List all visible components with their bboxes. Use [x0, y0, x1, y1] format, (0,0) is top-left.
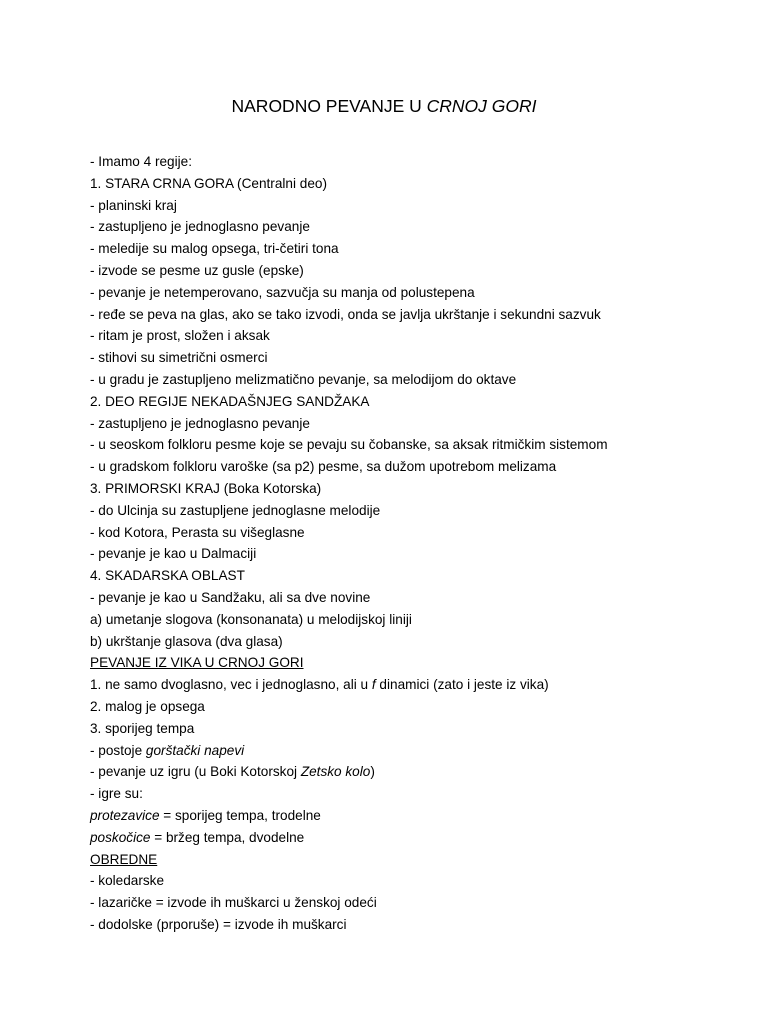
text-line: - u gradu je zastupljeno melizmatično pevanje, sa melodijom do oktave — [90, 371, 517, 387]
text-line: - stihovi su simetrični osmerci — [90, 350, 268, 366]
region-heading: 1. STARA CRNA GORA (Centralni deo) — [90, 175, 327, 191]
italic-term: protezavice — [90, 807, 160, 823]
text-line — [90, 674, 740, 696]
text-span: = sporijeg tempa, trodelne — [159, 807, 321, 823]
text-line — [90, 827, 740, 849]
text-line — [90, 805, 740, 827]
text-line: - pevanje je kao u Dalmaciji — [90, 546, 257, 562]
text-line: - pevanje je netemperovano, sazvučja su manja od polustepena — [90, 284, 475, 300]
text-line: - zastupljeno je jednoglasno pevanje — [90, 219, 310, 235]
text-line: - izvode se pesme uz gusle (epske) — [90, 262, 304, 278]
text-line — [90, 761, 740, 783]
text-span: = bržeg tempa, dvodelne — [150, 829, 305, 845]
text-line: - zastupljeno je jednoglasno pevanje — [90, 415, 310, 431]
region-heading: 4. SKADARSKA OBLAST — [90, 568, 245, 584]
text-line: - kod Kotora, Perasta su višeglasne — [90, 524, 305, 540]
text-line: - igre su: — [90, 786, 143, 802]
region-heading: 2. DEO REGIJE NEKADAŠNJEG SANDŽAKA — [90, 393, 370, 409]
text-line: - Imamo 4 regije: — [90, 154, 192, 169]
text-span: - postoje — [90, 742, 146, 758]
text-line: - planinski kraj — [90, 197, 177, 213]
region-heading: 3. PRIMORSKI KRAJ (Boka Kotorska) — [90, 480, 322, 496]
text-line: - ređe se peva na glas, ako se tako izvodi, onda se javlja ukrštanje i sekundni sazvuk — [90, 306, 601, 322]
text-line: - do Ulcinja su zastupljene jednoglasne melodije — [90, 502, 381, 518]
text-line — [90, 740, 740, 762]
text-span: - pevanje uz igru (u Boki Kotorskoj — [90, 764, 301, 780]
text-line: - dodolske (prporuše) = izvode ih muškarci — [90, 916, 347, 932]
text-line: - lazaričke = izvode ih muškarci u ženskoj odeći — [90, 895, 377, 911]
text-line: - pevanje je kao u Sandžaku, ali sa dve novine — [90, 589, 371, 605]
text-line: - u seoskom folkloru pesme koje se pevaju su čobanske, sa aksak ritmičkim sistemom — [90, 437, 608, 453]
text-line: a) umetanje slogova (konsonanata) u melodijskoj liniji — [90, 611, 412, 627]
italic-term: poskočice — [90, 829, 151, 845]
document-body — [90, 151, 740, 936]
text-line: b) ukrštanje glasova (dva glasa) — [90, 633, 283, 649]
text-line: - u gradskom folkloru varoške (sa p2) pesme, sa dužom upotrebom melizama — [90, 459, 557, 475]
text-line: - koledarske — [90, 873, 165, 889]
text-span: 1. ne samo dvoglasno, vec i jednoglasno, ali u — [90, 677, 372, 693]
text-line: - meledije su malog opsega, tri-četiri tona — [90, 241, 339, 257]
dynamics-mark: f — [371, 677, 376, 693]
text-line: 2. malog je opsega — [90, 698, 205, 714]
section-heading-vika: PEVANJE IZ VIKA U CRNOJ GORI — [90, 655, 304, 671]
page-title — [0, 96, 768, 116]
title-italic-text: CRNOJ GORI — [426, 96, 537, 116]
italic-term: gorštački napevi — [145, 742, 245, 758]
text-line: - ritam je prost, složen i aksak — [90, 328, 270, 344]
section-heading-obredne: OBREDNE — [90, 851, 158, 867]
text-span: dinamici (zato i jeste iz vika) — [375, 677, 549, 693]
text-span: ) — [370, 764, 375, 780]
title-text: NARODNO PEVANJE U — [231, 96, 427, 116]
text-line: 3. sporijeg tempa — [90, 720, 195, 736]
italic-term: Zetsko kolo — [300, 764, 371, 780]
